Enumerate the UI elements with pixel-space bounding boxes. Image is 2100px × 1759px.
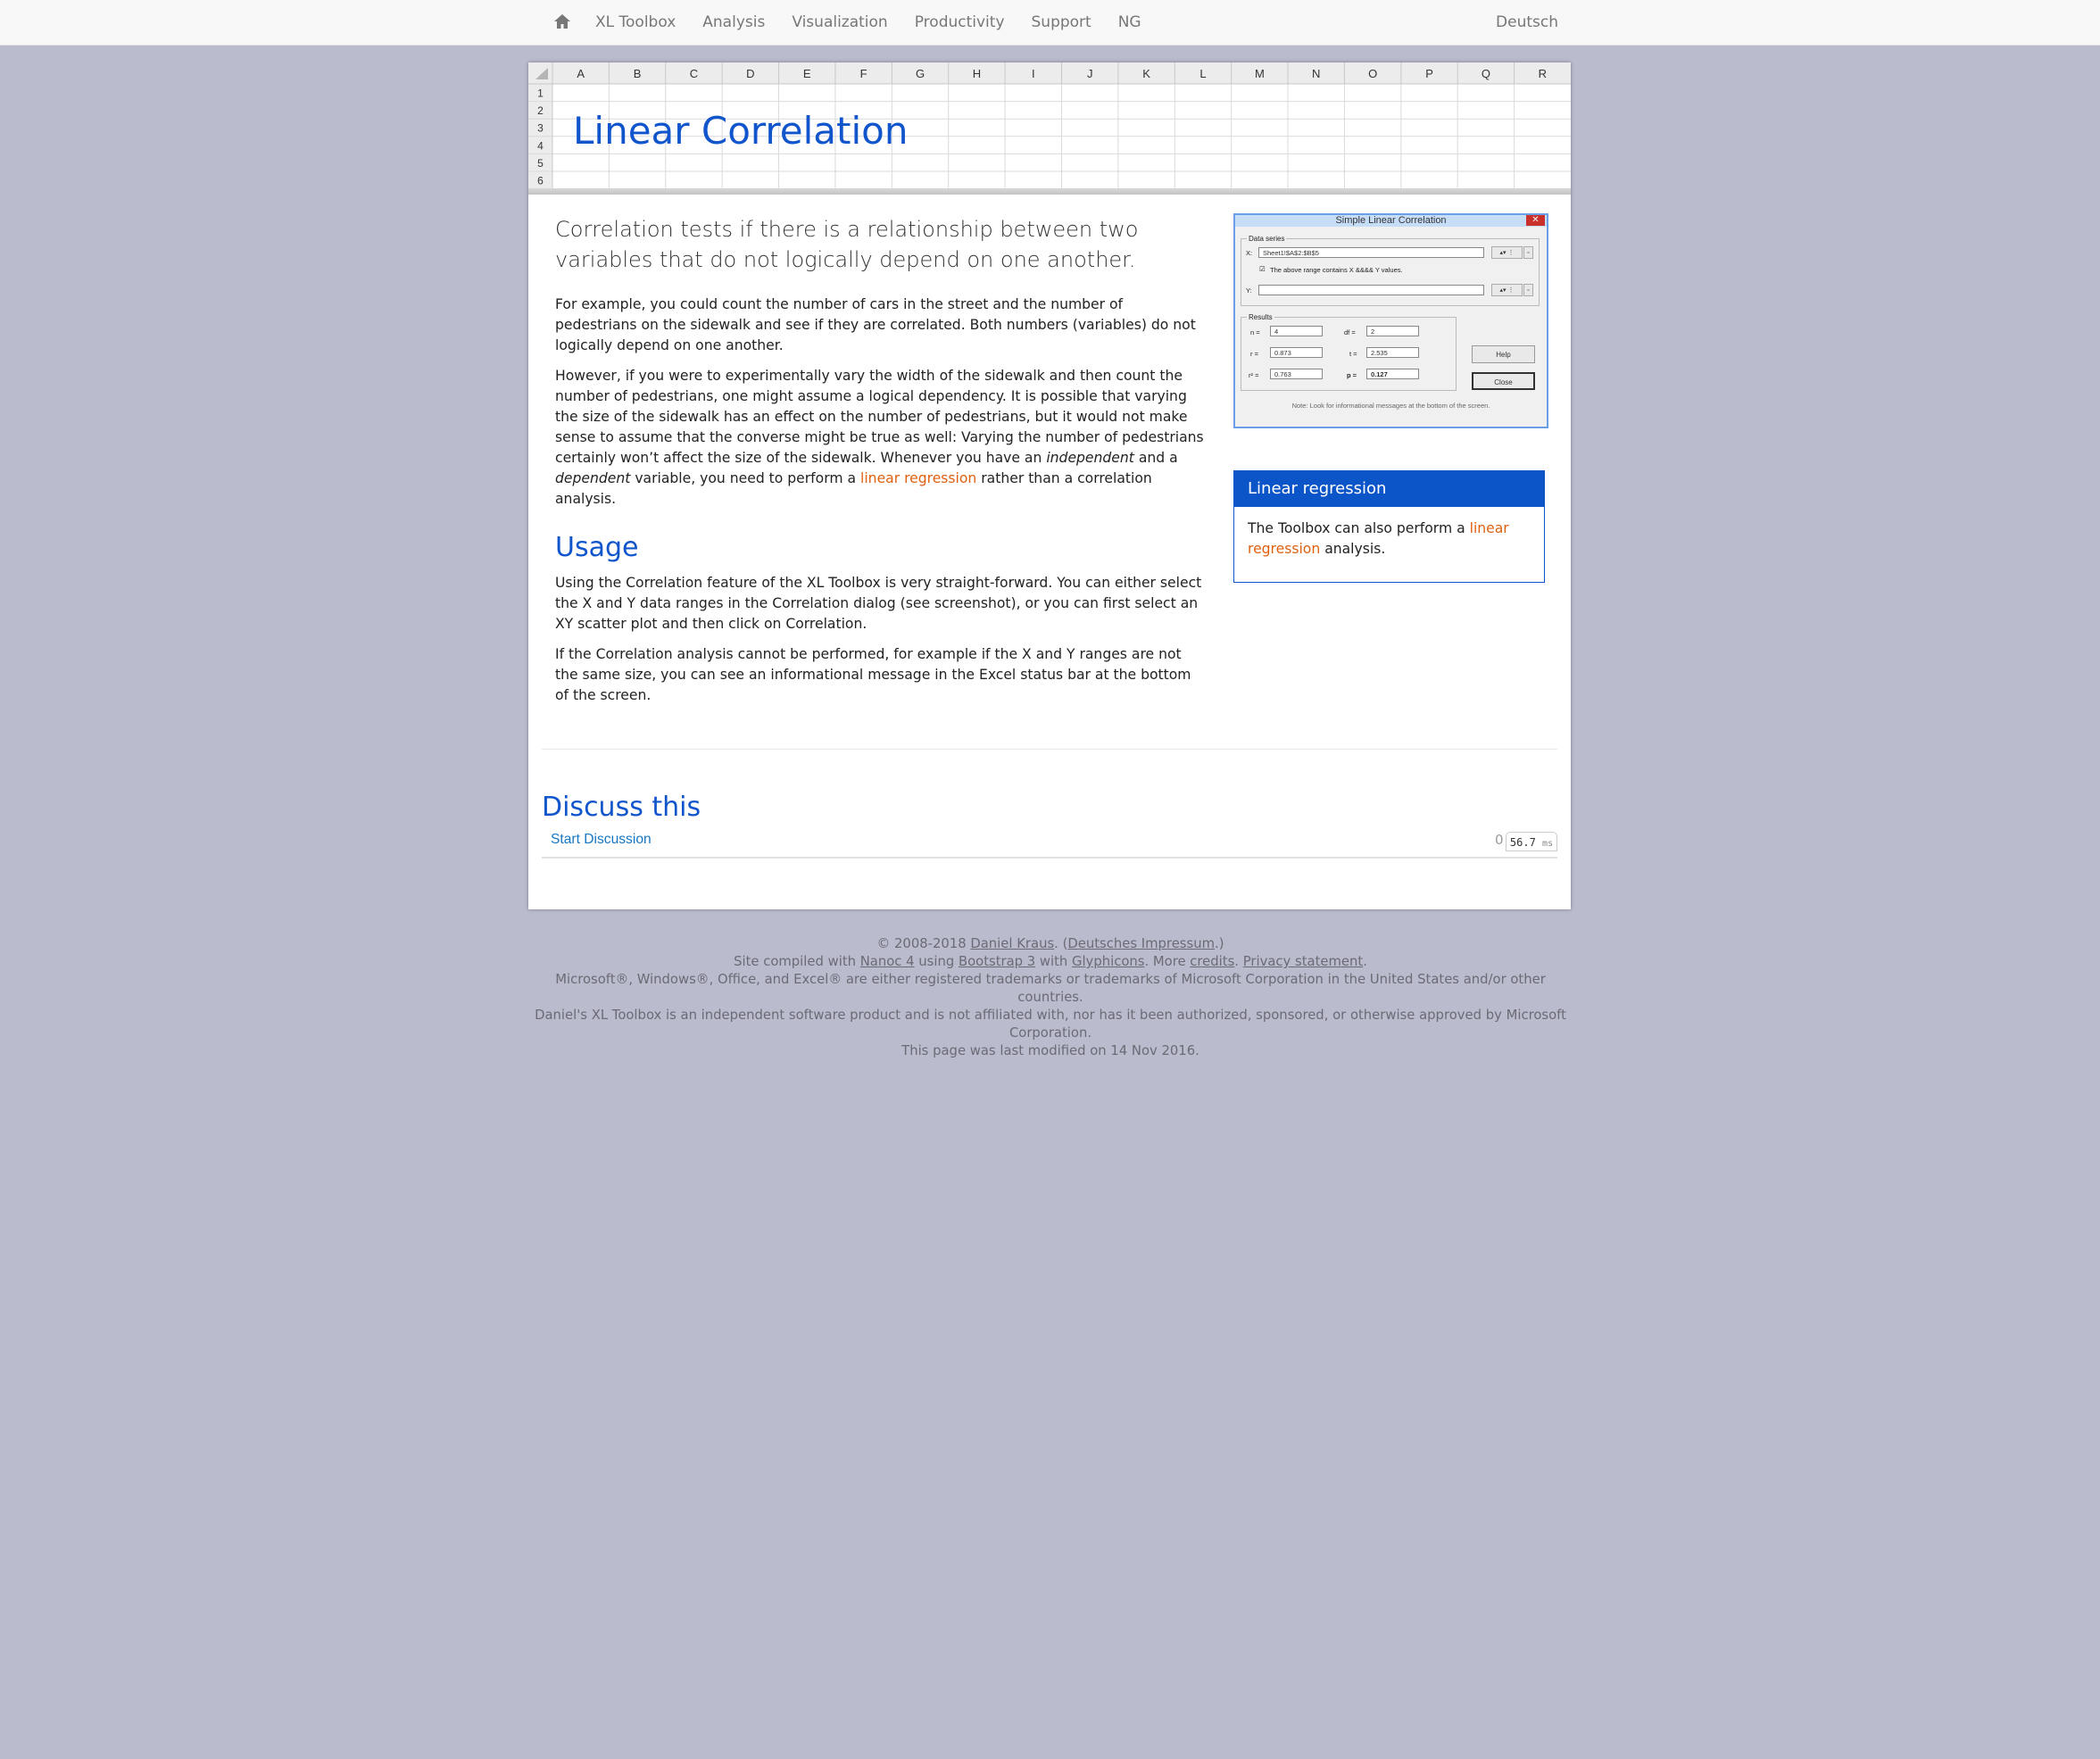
x-label: X: bbox=[1246, 249, 1253, 257]
nav-item-visualization[interactable]: Visualization bbox=[792, 13, 888, 31]
author-link[interactable]: Daniel Kraus bbox=[970, 936, 1055, 951]
p-value: 0.127 bbox=[1366, 369, 1419, 379]
column-header-label: N bbox=[1312, 67, 1321, 80]
paragraph-example: For example, you could count the number of cars in the street and the number of pedestrians on the sidewalk and see if they are correlated. Both numbers (variables) do not logically depend on one another. bbox=[555, 296, 1196, 353]
column-header-label: G bbox=[915, 67, 925, 80]
r-value: 0.873 bbox=[1270, 347, 1323, 358]
callout-text-b: analysis. bbox=[1320, 541, 1386, 557]
footer-more-text: . More bbox=[1144, 954, 1191, 969]
footer-credits bbox=[528, 953, 1573, 971]
paragraph-dependency-text-c: variable, you need to perform a bbox=[630, 470, 861, 486]
nav-item-productivity[interactable]: Productivity bbox=[914, 13, 1005, 31]
dialog-title-bar bbox=[1235, 215, 1547, 227]
home-icon[interactable] bbox=[553, 12, 571, 30]
footer-sep-2: .) bbox=[1215, 936, 1224, 951]
dialog-close-button: Close bbox=[1472, 372, 1535, 390]
discussion-count: 0 bbox=[1495, 832, 1504, 848]
row-header-label: 5 bbox=[537, 156, 544, 170]
correlation-dialog-screenshot bbox=[1233, 213, 1548, 428]
n-label: n = bbox=[1250, 328, 1260, 336]
dialog-title: Simple Linear Correlation bbox=[1335, 215, 1447, 226]
column-header-label: A bbox=[577, 67, 585, 80]
footer-sep-1: . ( bbox=[1054, 936, 1068, 951]
credits-link[interactable]: credits bbox=[1190, 954, 1235, 969]
r2-label: r² = bbox=[1249, 371, 1259, 379]
linear-regression-link[interactable]: linear regression bbox=[860, 470, 977, 486]
nav-item-analysis[interactable]: Analysis bbox=[702, 13, 766, 31]
results-legend: Results bbox=[1249, 313, 1273, 321]
column-header-label: P bbox=[1425, 67, 1433, 80]
article-content bbox=[555, 214, 1207, 716]
column-header-label: O bbox=[1368, 67, 1378, 80]
footer-disclaimer: Daniel's XL Toolbox is an independent software product and is not affiliated with, nor has it been authorized, sponsored, or otherwise approved by Microsoft Corporation. bbox=[535, 1008, 1566, 1041]
r-label: r = bbox=[1250, 350, 1258, 358]
start-discussion-link[interactable]: Start Discussion bbox=[551, 832, 652, 847]
page-footer bbox=[528, 935, 1573, 1060]
footer-compiled-text: Site compiled with bbox=[734, 954, 860, 969]
nav-item-ng[interactable]: NG bbox=[1117, 13, 1141, 31]
help-button: Help bbox=[1472, 345, 1535, 363]
column-header-label: F bbox=[859, 67, 867, 80]
column-header-label: C bbox=[689, 67, 699, 80]
df-label: df = bbox=[1344, 328, 1356, 336]
section-divider bbox=[542, 749, 1557, 750]
dialog-close-icon: ✕ bbox=[1526, 215, 1545, 226]
row-header-label: 6 bbox=[537, 174, 544, 187]
df-value: 2 bbox=[1366, 326, 1419, 336]
paragraph-dependency bbox=[555, 366, 1207, 510]
timer-value: 56.7 bbox=[1509, 836, 1536, 849]
footer-last-modified: This page was last modified on 14 Nov 2016. bbox=[901, 1043, 1199, 1058]
dialog-note: Note: Look for informational messages at the bottom of the screen. bbox=[1291, 402, 1490, 410]
footer-sep-3: . bbox=[1234, 954, 1243, 969]
column-header-label: L bbox=[1199, 67, 1207, 80]
checkbox-icon: ☑ bbox=[1259, 265, 1266, 273]
paragraph-usage: Using the Correlation feature of the XL Toolbox is very straight-forward. You can either select the X and Y data ranges in the Correlation dialog (see screenshot), or you can first select an XY scatter plot and then click on Correlation. bbox=[555, 575, 1202, 632]
footer-sep-4: . bbox=[1363, 954, 1367, 969]
footer-copyright-text: © 2008-2018 bbox=[876, 936, 971, 951]
checkbox-label: The above range contains X &&&& Y values. bbox=[1270, 266, 1403, 274]
row-header-label: 2 bbox=[537, 104, 544, 118]
paragraph-status-bar: If the Correlation analysis cannot be performed, for example if the X and Y ranges are not the same size, you can see an informational message in the Excel status bar at the bottom of the screen. bbox=[555, 646, 1191, 703]
x-range-field: Sheet1!$A$2:$B$5 bbox=[1258, 247, 1484, 258]
t-value: 2.535 bbox=[1366, 347, 1419, 358]
glyphicons-link[interactable]: Glyphicons bbox=[1071, 954, 1145, 969]
spreadsheet-bottom-edge bbox=[528, 188, 1571, 195]
lead-paragraph: Correlation tests if there is a relationship between two variables that do not logically depend on one another. bbox=[555, 217, 1139, 272]
y-range-selector-icon: ▴▾ ⋮ bbox=[1491, 284, 1523, 296]
nav-item-xl-toolbox[interactable]: XL Toolbox bbox=[595, 13, 676, 31]
x-range-small-icon: ▫ bbox=[1523, 246, 1533, 259]
paragraph-dependency-text-d: rather than a correlation analysis. bbox=[555, 470, 1152, 507]
data-series-legend: Data series bbox=[1249, 235, 1285, 243]
column-header-label: I bbox=[1031, 67, 1035, 80]
row-header-label: 1 bbox=[537, 87, 544, 100]
callout-body bbox=[1234, 507, 1544, 571]
privacy-link[interactable]: Privacy statement bbox=[1242, 954, 1364, 969]
paragraph-dependency-text-a: However, if you were to experimentally vary the width of the sidewalk and then count the number of pedestrians, one might assume a logical dependency. It is possible that varying the size of the sidewalk has an effect on the number of pedestrians, but it would not make sense to assume that the converse might be true as well: Varying the number of pedestrians certainly won’t affect the size of the sidewalk. Whenever you have an bbox=[555, 368, 1204, 466]
page-title: Linear Correlation bbox=[573, 109, 909, 153]
paragraph-dependency-text-b: and a bbox=[1133, 450, 1178, 466]
linear-regression-callout bbox=[1233, 470, 1545, 583]
column-header-bar bbox=[528, 62, 1571, 84]
r2-value: 0.763 bbox=[1270, 369, 1323, 379]
y-range-small-icon: ▫ bbox=[1523, 284, 1533, 296]
independent-emphasis: independent bbox=[1046, 450, 1134, 466]
main-panel bbox=[528, 62, 1571, 909]
nav-item-support[interactable]: Support bbox=[1031, 13, 1092, 31]
column-header-label: E bbox=[802, 67, 811, 80]
column-header-label: K bbox=[1142, 67, 1150, 80]
impressum-link[interactable]: Deutsches Impressum bbox=[1067, 936, 1216, 951]
column-header-label: J bbox=[1086, 67, 1093, 80]
y-range-field bbox=[1258, 285, 1484, 295]
row-header-label: 3 bbox=[537, 121, 544, 135]
column-header-label: D bbox=[746, 67, 755, 80]
language-switch-link[interactable]: Deutsch bbox=[1496, 13, 1558, 31]
footer-using-text: using bbox=[914, 954, 959, 969]
footer-copyright bbox=[528, 935, 1573, 953]
timer-unit: ms bbox=[1542, 839, 1554, 849]
discussion-divider bbox=[542, 857, 1557, 859]
column-header-label: B bbox=[633, 67, 642, 80]
nanoc-link[interactable]: Nanoc 4 bbox=[859, 954, 915, 969]
top-navbar bbox=[0, 0, 2100, 46]
footer-with-text: with bbox=[1035, 954, 1072, 969]
column-header-label: Q bbox=[1481, 67, 1490, 80]
column-header-label: R bbox=[1538, 67, 1548, 80]
callout-text-a: The Toolbox can also perform a bbox=[1248, 520, 1470, 536]
column-header-label: H bbox=[972, 67, 982, 80]
x-range-selector-icon: ▴▾ ⋮ bbox=[1491, 246, 1523, 259]
y-label: Y: bbox=[1246, 286, 1252, 295]
navbar-container bbox=[528, 0, 1573, 45]
usage-heading: Usage bbox=[555, 532, 639, 563]
dependent-emphasis: dependent bbox=[555, 470, 631, 486]
spreadsheet-banner bbox=[528, 62, 1571, 195]
t-label: t = bbox=[1349, 350, 1357, 358]
p-label: p = bbox=[1347, 371, 1357, 379]
callout-heading: Linear regression bbox=[1234, 471, 1544, 507]
render-timer-badge bbox=[1506, 832, 1557, 851]
column-header-label: M bbox=[1254, 67, 1265, 80]
callout-linear-regression-link[interactable]: linear regression bbox=[1248, 520, 1509, 557]
n-value: 4 bbox=[1270, 326, 1323, 336]
row-header-label: 4 bbox=[537, 139, 544, 153]
bootstrap-link[interactable]: Bootstrap 3 bbox=[958, 954, 1036, 969]
nav-menu bbox=[595, 0, 1168, 45]
discuss-heading: Discuss this bbox=[542, 792, 701, 823]
footer-trademarks: Microsoft®, Windows®, Office, and Excel® are either registered trademarks or trademarks of Microsoft Corporation in the United States and/or other countries. bbox=[555, 972, 1546, 1005]
